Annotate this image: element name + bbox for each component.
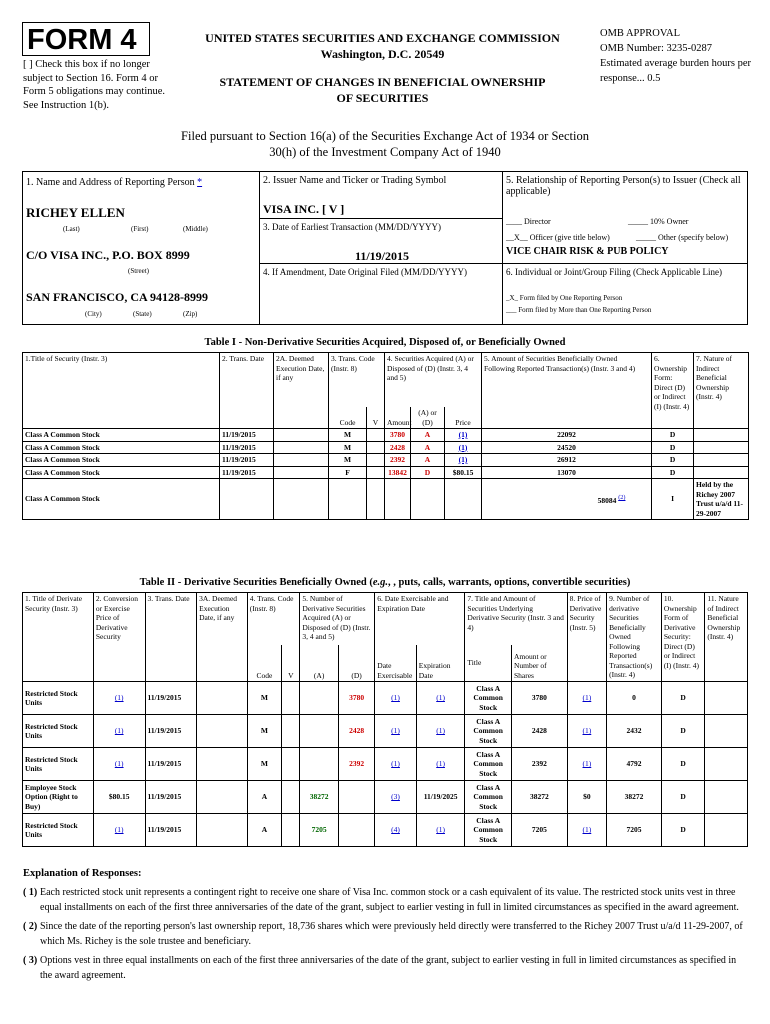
street-caption: (Street): [128, 267, 149, 275]
t2-underlying-amount: 3780: [511, 682, 567, 715]
t1-subheader-ad: (A) or (D): [411, 407, 445, 429]
agency-header: [175, 30, 590, 106]
section-2-box: [259, 171, 503, 219]
table-row: [23, 814, 748, 847]
t2-underlying-amount: 2428: [511, 715, 567, 748]
t2-nature: [705, 715, 748, 748]
statement-title: STATEMENT OF CHANGES IN BENEFICIAL OWNERSHIP OF SECURITIES: [219, 75, 546, 105]
footnote-link[interactable]: (1): [391, 726, 400, 736]
t2-v: [282, 715, 300, 748]
t1-code: M: [329, 441, 367, 454]
footnote-link[interactable]: (1): [436, 693, 445, 703]
t2-disposed: 2392: [338, 748, 374, 781]
t2-code: M: [247, 682, 281, 715]
footnote-number: ( 2): [23, 921, 38, 932]
t1-deemed-date: [274, 429, 329, 442]
table-1-title: Table I - Non-Derivative Securities Acquired, Disposed of, or Beneficially Owned: [204, 337, 566, 348]
t1-form: D: [652, 466, 694, 479]
t1-nature: [694, 454, 749, 467]
issuer-name: VISA INC. [ V ]: [263, 202, 345, 216]
t1-header-code: 3. Trans. Code (Instr. 8): [329, 353, 385, 408]
footnote-item: [23, 953, 743, 983]
officer-title: VICE CHAIR RISK & PUB POLICY: [506, 246, 669, 257]
t1-subheader-v: V: [367, 407, 385, 429]
t2-underlying-amount: 38272: [511, 781, 567, 814]
t1-v: [367, 441, 385, 454]
t1-amount: [385, 479, 411, 520]
table-row: [23, 479, 749, 520]
t2-price: $0: [567, 781, 606, 814]
t1-security-title: Class A Common Stock: [23, 454, 220, 467]
table-2-title-text: Table II - Derivative Securities Beneficially Owned (: [139, 577, 373, 588]
footnote-link[interactable]: (1): [114, 825, 124, 835]
t2-owned: 4792: [607, 748, 662, 781]
omb-title: OMB APPROVAL: [600, 28, 681, 39]
t2-disposed: 3780: [338, 682, 374, 715]
t1-security-title: Class A Common Stock: [23, 466, 220, 479]
t1-ad: D: [411, 466, 445, 479]
t2-trans-date: 11/19/2015: [145, 748, 197, 781]
t2-owned: 2432: [607, 715, 662, 748]
t2-form: D: [661, 748, 705, 781]
t2-subheader-amount: Amount or Number of Shares: [511, 645, 567, 682]
t2-v: [282, 814, 300, 847]
t2-deemed-date: [197, 814, 248, 847]
footnote-text: Since the date of the reporting person's last ownership report, 18,736 shares which were previously held directly were transferred to the Richey 2007 Trust u/a/d 11-29-2007, of which Ms. Richey is the sole trustee and beneficiary.: [40, 921, 743, 947]
t2-nature: [705, 781, 748, 814]
t2-trans-date: 11/19/2015: [145, 814, 197, 847]
t2-form: D: [661, 715, 705, 748]
t2-deemed-date: [197, 781, 248, 814]
table-2: [22, 592, 748, 847]
t1-header-date: 2. Trans. Date: [220, 353, 274, 429]
table-row: [23, 466, 749, 479]
t2-header-nature: 11. Nature of Indirect Beneficial Ownership (Instr. 4): [705, 593, 748, 682]
t2-header-exercisable: 6. Date Exercisable and Expiration Date: [375, 593, 465, 646]
t1-trans-date: 11/19/2015: [220, 441, 274, 454]
section-1-label: 1. Name and Address of Reporting Person *: [26, 177, 203, 188]
t2-header-deemed: 3A. Deemed Execution Date, if any: [197, 593, 248, 682]
t1-trans-date: [220, 479, 274, 520]
t1-security-title: Class A Common Stock: [23, 429, 220, 442]
footnote-link[interactable]: (3): [391, 792, 400, 802]
director-option[interactable]: ____ Director: [506, 217, 551, 226]
omb-burden: Estimated average burden hours per response... 0.5: [600, 58, 752, 84]
t2-acquired: 7205: [300, 814, 338, 847]
t2-disposed: [338, 814, 374, 847]
t1-nature: [694, 466, 749, 479]
t1-owned: 13070: [482, 466, 652, 479]
t1-deemed-date: [274, 454, 329, 467]
t2-deemed-date: [197, 715, 248, 748]
t2-owned: 0: [607, 682, 662, 715]
footnote-link[interactable]: (1): [436, 726, 445, 736]
footnote-link[interactable]: (1): [436, 759, 445, 769]
t1-security-title: Class A Common Stock: [23, 441, 220, 454]
t1-subheader-amount: Amount: [385, 407, 411, 429]
t2-trans-date: 11/19/2015: [145, 715, 197, 748]
section-3-label: 3. Date of Earliest Transaction (MM/DD/YYYY): [263, 222, 441, 232]
t2-underlying-amount: 2392: [511, 748, 567, 781]
t2-v: [282, 748, 300, 781]
city-caption: (City): [85, 310, 102, 318]
t2-security-title: Restricted Stock Units: [23, 682, 94, 715]
t1-trans-date: 11/19/2015: [220, 466, 274, 479]
t2-expiration: 11/19/2025: [416, 781, 465, 814]
t1-header-acquired: 4. Securities Acquired (A) or Disposed of (D) (Instr. 3, 4 and 5): [385, 353, 482, 408]
t2-header-number: 5. Number of Derivative Securities Acquired (A) or Disposed of (D) (Instr. 3, 4 and 5): [300, 593, 375, 646]
t1-amount: 2428: [385, 441, 411, 454]
footnote-link[interactable]: (1): [114, 726, 124, 736]
t1-v: [367, 479, 385, 520]
section-6-label: 6. Individual or Joint/Group Filing (Check Applicable Line): [506, 267, 722, 277]
t2-header-title: 1. Title of Derivate Security (Instr. 3): [23, 593, 94, 682]
t2-code: M: [247, 748, 281, 781]
section-5-label: 5. Relationship of Reporting Person(s) to Issuer (Check all applicable): [506, 175, 741, 197]
table-row: [23, 429, 749, 442]
section-1-box: [22, 171, 260, 325]
table-2-title: [22, 577, 748, 588]
officer-option[interactable]: __X__ Officer (give title below): [506, 233, 610, 242]
agency-name: UNITED STATES SECURITIES AND EXCHANGE COMMISSION: [205, 31, 560, 45]
table-row: [23, 682, 748, 715]
t1-ad: [411, 479, 445, 520]
t1-code: M: [329, 429, 367, 442]
t2-nature: [705, 682, 748, 715]
t1-owned: 24520: [482, 441, 652, 454]
footnote-link[interactable]: (2): [618, 494, 626, 501]
t2-disposed: [338, 781, 374, 814]
explanation-title: Explanation of Responses:: [23, 868, 142, 879]
t2-acquired: [300, 715, 338, 748]
t1-subheader-price: Price: [445, 407, 482, 429]
t2-v: [282, 781, 300, 814]
t1-owned: [482, 479, 652, 520]
t1-ad: A: [411, 454, 445, 467]
t1-trans-date: 11/19/2015: [220, 429, 274, 442]
t2-subheader-expiration: Expiration Date: [416, 645, 465, 682]
footnote-number: ( 1): [23, 887, 38, 898]
t1-form: D: [652, 429, 694, 442]
t2-underlying-title: Class A Common Stock: [465, 781, 512, 814]
t1-header-form: 6. Ownership Form: Direct (D) or Indirect (I) (Instr. 4): [652, 353, 694, 429]
table-row: [23, 441, 749, 454]
t1-price: [445, 479, 482, 520]
t2-nature: [705, 814, 748, 847]
t1-subheader-code: Code: [329, 407, 367, 429]
footnote-link[interactable]: (1): [114, 693, 124, 703]
footnote-text: Each restricted stock unit represents a contingent right to receive one share of Visa Inc. common stock or a cash equivalent of its value. The restricted stock units vest in three equal installments on each of the first three anniversaries of the date of the grant, subject to earlier vesting in full in limited circumstances as specified in the award agreement.: [40, 887, 739, 913]
t1-amount: 2392: [385, 454, 411, 467]
city-address: SAN FRANCISCO, CA 94128-8999: [26, 290, 209, 304]
t1-header-title: 1.Title of Security (Instr. 3): [23, 353, 220, 429]
check-box-note: [ ] Check this box if no longer subject to Section 16. Form 4 or Form 5 obligations may continue. See Instruction 1(b).: [23, 59, 166, 111]
t2-underlying-title: Class A Common Stock: [465, 748, 512, 781]
t1-form: I: [652, 479, 694, 520]
t1-code: M: [329, 454, 367, 467]
street-address: C/O VISA INC., P.O. BOX 8999: [26, 248, 190, 262]
earliest-transaction-date: 11/19/2015: [354, 249, 409, 263]
omb-approval: [600, 26, 760, 86]
t2-header-code: 4. Trans. Code (Instr. 8): [247, 593, 300, 646]
footnote-link[interactable]: (1): [582, 726, 592, 736]
t1-v: [367, 454, 385, 467]
t2-deemed-date: [197, 682, 248, 715]
t1-header-deemed: 2A. Deemed Execution Date, if any: [274, 353, 329, 429]
t2-acquired: 38272: [300, 781, 338, 814]
t1-owned: 22092: [482, 429, 652, 442]
footnote-link[interactable]: (1): [582, 825, 592, 835]
t2-owned: 38272: [607, 781, 662, 814]
footnote-link[interactable]: (1): [114, 759, 124, 769]
footnote-link[interactable]: (1): [582, 693, 592, 703]
t2-subheader-a: (A): [300, 645, 338, 682]
section-2-label: 2. Issuer Name and Ticker or Trading Symbol: [263, 175, 447, 186]
table-row: [23, 454, 749, 467]
t1-trans-date: 11/19/2015: [220, 454, 274, 467]
t2-header-form: 10. Ownership Form of Derivative Security: Direct (D) or Indirect (I) (Instr. 4): [661, 593, 705, 682]
multiple-persons-option[interactable]: ___ Form filed by More than One Reporting Person: [506, 306, 652, 314]
t1-nature: [694, 429, 749, 442]
footnote-link[interactable]: (1): [391, 759, 400, 769]
t2-security-title: Restricted Stock Units: [23, 715, 94, 748]
footnote-link[interactable]: (1): [582, 759, 592, 769]
t2-subheader-date-exercisable: Date Exercisable: [375, 645, 417, 682]
t1-code: F: [329, 466, 367, 479]
t1-owned-value: 58084: [597, 495, 617, 505]
footnote-link[interactable]: (1): [436, 825, 445, 835]
t1-nature: [694, 441, 749, 454]
t2-underlying-amount: 7205: [511, 814, 567, 847]
omb-number: OMB Number: 3235-0287: [600, 43, 712, 54]
t2-header-price: 8. Price of Derivative Security (Instr. 5): [567, 593, 606, 682]
t2-subheader-d: (D): [338, 645, 374, 682]
t1-amount: 13842: [385, 466, 411, 479]
filed-pursuant: Filed pursuant to Section 16(a) of the Securities Exchange Act of 1934 or Section 30(h) of the Investment Company Act of 1940: [181, 129, 589, 159]
t1-header-owned: 5. Amount of Securities Beneficially Owned Following Reported Transaction(s) (Instr. 3 and 4): [482, 353, 652, 429]
t2-code: A: [247, 814, 281, 847]
table-1: [22, 352, 748, 520]
t2-trans-date: 11/19/2015: [145, 781, 197, 814]
footnote-item: [23, 885, 743, 915]
form-title: FORM 4: [22, 22, 150, 56]
t2-form: D: [661, 682, 705, 715]
t2-code: M: [247, 715, 281, 748]
t1-header-nature: 7. Nature of Indirect Beneficial Ownership (Instr. 4): [694, 353, 749, 429]
zip-caption: (Zip): [183, 310, 198, 318]
t2-subheader-title: Title: [465, 645, 512, 682]
t2-underlying-title: Class A Common Stock: [465, 682, 512, 715]
section-4-box: [259, 263, 503, 325]
reporter-name: RICHEY ELLEN: [26, 205, 125, 220]
other-option[interactable]: _____ Other (specify below): [636, 233, 729, 242]
t2-owned: 7205: [607, 814, 662, 847]
t1-v: [367, 429, 385, 442]
t1-price: $80.15: [445, 466, 482, 479]
last-caption: (Last): [63, 225, 80, 233]
t1-form: D: [652, 441, 694, 454]
t2-trans-date: 11/19/2015: [145, 682, 197, 715]
t2-underlying-title: Class A Common Stock: [465, 814, 512, 847]
footnote-link[interactable]: (1): [458, 455, 468, 464]
t2-form: D: [661, 814, 705, 847]
t1-v: [367, 466, 385, 479]
first-caption: (First): [131, 225, 149, 233]
t2-header-owned: 9. Number of derivative Securities Beneficially Owned Following Reported Transaction(s) (Instr. 4): [607, 593, 662, 682]
table-row: [23, 748, 748, 781]
t2-disposed: 2428: [338, 715, 374, 748]
section-5-box: [502, 171, 748, 264]
footnote-link[interactable]: (1): [458, 430, 468, 439]
footnote-link[interactable]: (1): [458, 442, 468, 452]
explanation-of-responses: [23, 866, 743, 983]
ten-percent-owner-option[interactable]: _____ 10% Owner: [628, 217, 689, 226]
t1-owned: 26912: [482, 454, 652, 467]
t1-deemed-date: [274, 479, 329, 520]
t1-ad: A: [411, 429, 445, 442]
t2-header-conversion: 2. Conversion or Exercise Price of Derivative Security: [93, 593, 145, 682]
section-6-box: [502, 263, 748, 325]
section-4-label: 4. If Amendment, Date Original Filed (MM/DD/YYYY): [263, 267, 467, 277]
footnote-link[interactable]: (4): [391, 825, 400, 835]
footnote-text: Options vest in three equal installments on each of the first three anniversaries of the date of the grant, subject to earlier vesting in full in limited circumstances as specified in the award agreement.: [40, 955, 737, 981]
t2-conversion: $80.15: [93, 781, 145, 814]
agency-location: Washington, D.C. 20549: [320, 47, 445, 61]
footnote-number: ( 3): [23, 955, 38, 966]
t1-code: [329, 479, 367, 520]
t2-deemed-date: [197, 748, 248, 781]
t2-code: A: [247, 781, 281, 814]
t2-nature: [705, 748, 748, 781]
t1-form: D: [652, 454, 694, 467]
middle-caption: (Middle): [183, 225, 208, 233]
t1-security-title: Class A Common Stock: [23, 479, 220, 520]
table-row: [23, 781, 748, 814]
footnote-item: [23, 919, 743, 949]
t1-nature: Held by the Richey 2007 Trust u/a/d 11-29-2007: [694, 479, 749, 520]
one-person-option[interactable]: _X_ Form filed by One Reporting Person: [506, 294, 623, 302]
footnote-link[interactable]: (1): [391, 693, 400, 703]
t1-amount: 3780: [385, 429, 411, 442]
t2-acquired: [300, 682, 338, 715]
t1-deemed-date: [274, 441, 329, 454]
table-2-title-eg: e.g.: [372, 577, 389, 588]
t2-security-title: Restricted Stock Units: [23, 814, 94, 847]
section-3-box: [259, 218, 503, 264]
table-row: [23, 715, 748, 748]
t2-acquired: [300, 748, 338, 781]
t2-subheader-v: V: [282, 645, 300, 682]
table-2-title-rest: , , puts, calls, warrants, options, convertible securities): [388, 577, 631, 588]
t2-security-title: Restricted Stock Units: [23, 748, 94, 781]
t2-form: D: [661, 781, 705, 814]
t2-underlying-title: Class A Common Stock: [465, 715, 512, 748]
t2-v: [282, 682, 300, 715]
t2-security-title: Employee Stock Option (Right to Buy): [23, 781, 94, 814]
t1-ad: A: [411, 441, 445, 454]
t2-subheader-code: Code: [247, 645, 281, 682]
t2-header-underlying: 7. Title and Amount of Securities Underlying Derivative Security (Instr. 3 and 4): [465, 593, 567, 646]
state-caption: (State): [133, 310, 152, 318]
t2-header-date: 3. Trans. Date: [145, 593, 197, 682]
t1-deemed-date: [274, 466, 329, 479]
